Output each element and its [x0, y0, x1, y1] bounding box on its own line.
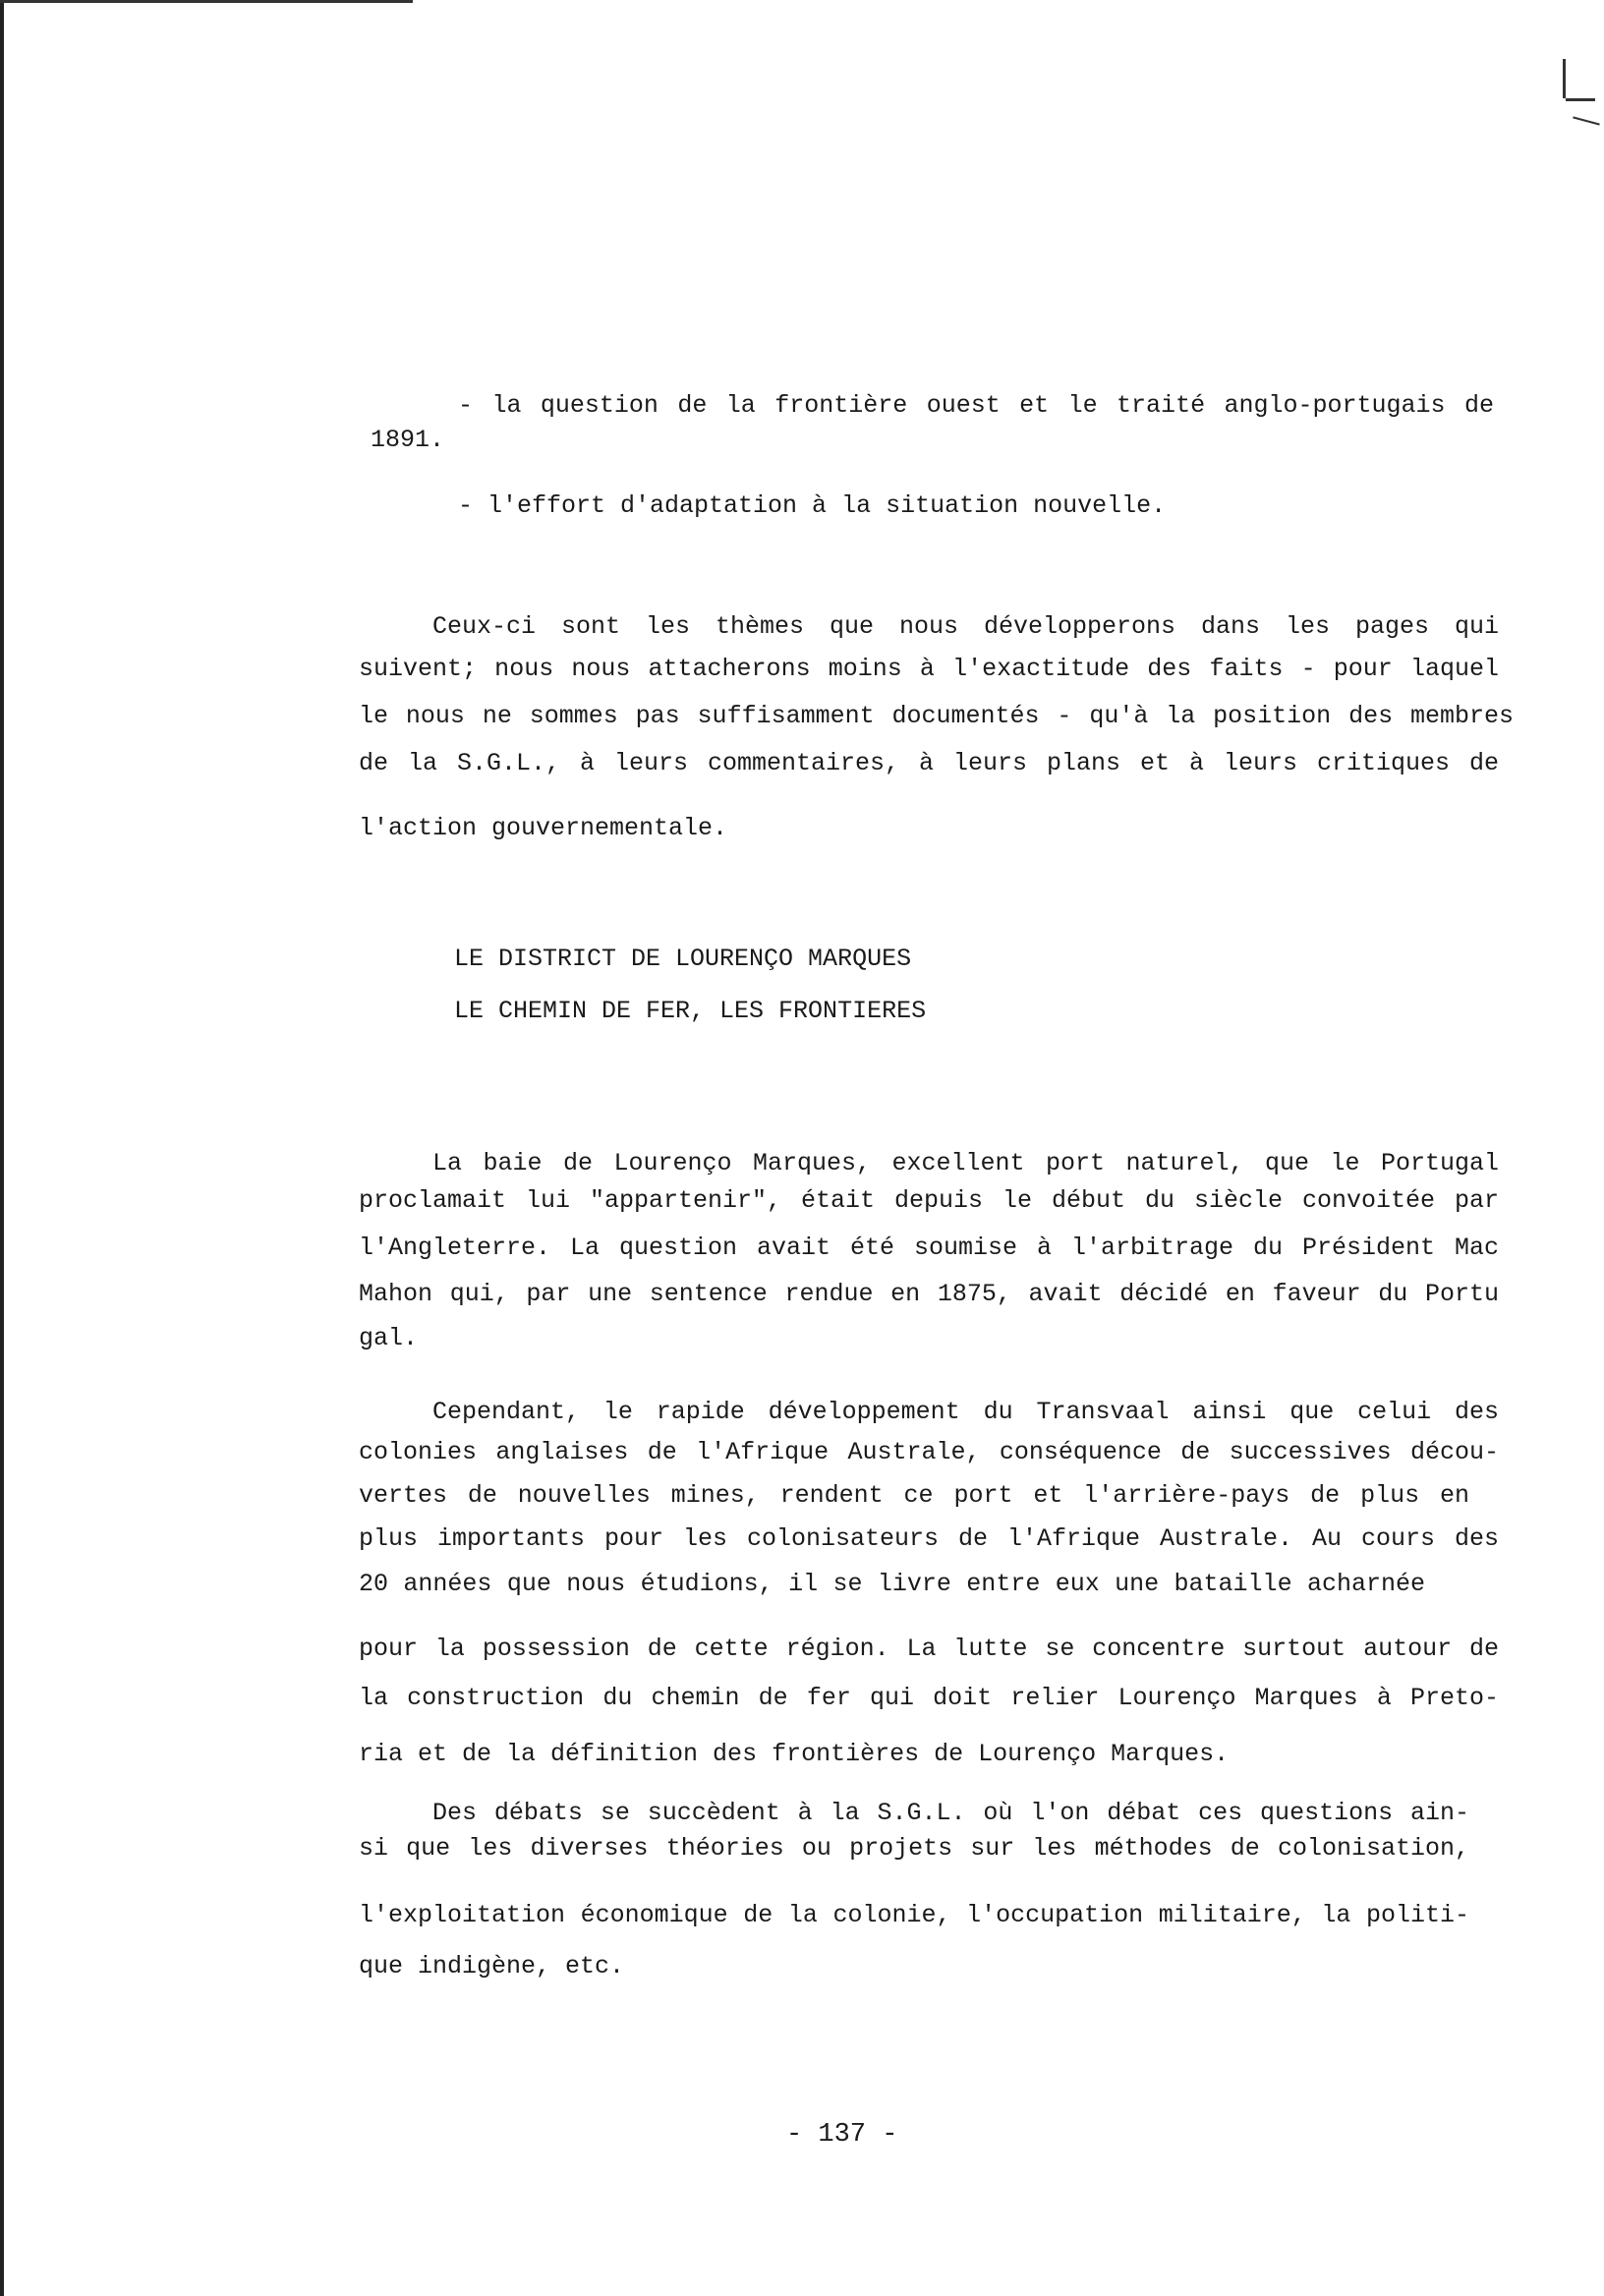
text-line: le nous ne sommes pas suffisamment documentés - qu'à la position des membres — [359, 702, 1514, 730]
scan-left-border — [0, 0, 4, 2296]
scan-mark — [1566, 98, 1595, 101]
text-line: Des débats se succèdent à la S.G.L. où l'on débat ces questions ain- — [432, 1799, 1469, 1827]
text-line: l'Angleterre. La question avait été soumise à l'arbitrage du Président Mac — [359, 1234, 1499, 1262]
text-line: si que les diverses théories ou projets sur les méthodes de colonisation, — [359, 1834, 1469, 1863]
text-line: La baie de Lourenço Marques, excellent port naturel, que le Portugal — [432, 1149, 1499, 1177]
text-line: colonies anglaises de l'Afrique Australe, conséquence de successives décou- — [359, 1438, 1499, 1466]
section-heading: LE DISTRICT DE LOURENÇO MARQUES — [454, 945, 912, 973]
section-heading: LE CHEMIN DE FER, LES FRONTIERES — [454, 997, 927, 1025]
scan-top-border — [0, 0, 413, 3]
page-number: - 137 - — [786, 2120, 898, 2150]
text-line: que indigène, etc. — [359, 1952, 625, 1980]
text-line: Mahon qui, par une sentence rendue en 1875, avait décidé en faveur du Portu — [359, 1280, 1499, 1308]
scan-mark — [1573, 116, 1600, 125]
text-line: pour la possession de cette région. La lutte se concentre surtout autour de — [359, 1635, 1499, 1663]
scan-mark — [1563, 59, 1566, 98]
text-line: la construction du chemin de fer qui doit relier Lourenço Marques à Preto- — [359, 1684, 1499, 1712]
list-item: - la question de la frontière ouest et le traité anglo-portugais de — [458, 391, 1494, 420]
text-line: proclamait lui "appartenir", était depuis le début du siècle convoitée par — [359, 1186, 1499, 1215]
text-line: de la S.G.L., à leurs commentaires, à leurs plans et à leurs critiques de — [359, 749, 1499, 777]
text-line: l'action gouvernementale. — [359, 814, 728, 842]
text-line: plus importants pour les colonisateurs de l'Afrique Australe. Au cours des — [359, 1524, 1499, 1553]
list-item: - l'effort d'adaptation à la situation nouvelle. — [458, 491, 1167, 520]
text-line: l'exploitation économique de la colonie, l'occupation militaire, la politi- — [359, 1901, 1469, 1929]
text-line: vertes de nouvelles mines, rendent ce port et l'arrière-pays de plus en — [359, 1481, 1469, 1510]
text-line: suivent; nous nous attacherons moins à l'exactitude des faits - pour laquel — [359, 655, 1499, 683]
text-line: 1891. — [371, 426, 445, 454]
text-line: ria et de la définition des frontières de Lourenço Marques. — [359, 1740, 1230, 1768]
text-line: Ceux-ci sont les thèmes que nous développerons dans les pages qui — [432, 612, 1499, 641]
text-line: 20 années que nous étudions, il se livre entre eux une bataille acharnée — [359, 1570, 1425, 1598]
text-line: Cependant, le rapide développement du Transvaal ainsi que celui des — [432, 1398, 1499, 1426]
text-line: gal. — [359, 1324, 419, 1352]
